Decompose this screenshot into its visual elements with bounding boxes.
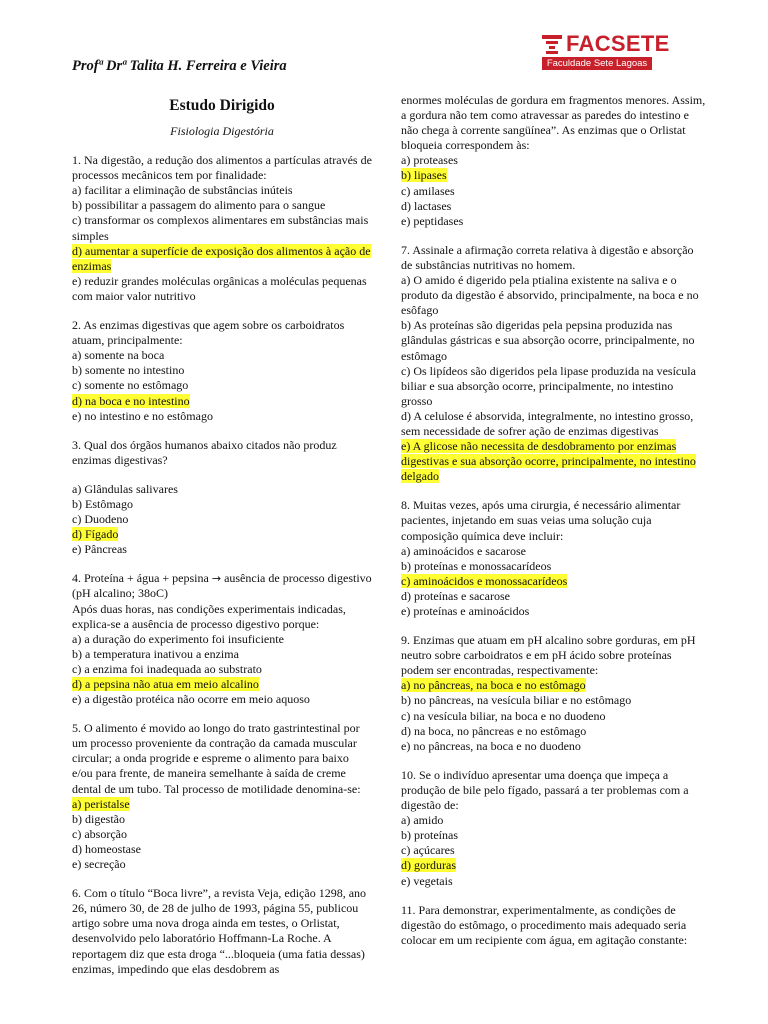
option-list bbox=[72, 348, 372, 423]
logo-subtitle: Faculdade Sete Lagoas bbox=[542, 57, 652, 70]
option-c bbox=[401, 574, 706, 589]
option-c: c) Os lipídeos são digeridos pela lipase produzida na vesícula biliar e sua absorção ocorre, principalmente, no intestino grosso bbox=[401, 363, 696, 408]
option-b bbox=[401, 168, 706, 183]
option-d: d) proteínas e sacarose bbox=[401, 588, 510, 603]
option-a: a) aminoácidos e sacarose bbox=[401, 543, 526, 558]
highlighted-answer: c) aminoácidos e monossacarídeos bbox=[401, 573, 568, 588]
question-2 bbox=[72, 318, 372, 424]
arrow-icon: → bbox=[211, 572, 222, 586]
question-stem: 7. Assinale a afirmação correta relativa à digestão e absorção de substâncias nutritivas no homem. bbox=[401, 242, 694, 272]
option-b: b) proteínas bbox=[401, 828, 458, 843]
question-11 bbox=[401, 903, 706, 948]
logo-name: FACSETE bbox=[566, 31, 670, 56]
option-a bbox=[401, 678, 706, 693]
option-c: c) absorção bbox=[72, 826, 127, 841]
option-c: c) amilases bbox=[401, 183, 455, 198]
option-d bbox=[72, 527, 372, 542]
option-a: a) a duração do experimento foi insuficiente bbox=[72, 631, 284, 646]
option-c: c) açúcares bbox=[401, 843, 455, 858]
option-c: c) somente no estômago bbox=[72, 378, 189, 393]
document-title: Estudo Dirigido bbox=[169, 97, 275, 114]
highlighted-answer: a) no pâncreas, na boca e no estômago bbox=[401, 678, 586, 693]
document-subtitle: Fisiologia Digestória bbox=[170, 124, 274, 138]
option-d bbox=[72, 677, 372, 692]
question-stem: 4. Proteína + água + pepsina → ausência de processo digestivo (pH alcalino; 38oC) bbox=[72, 571, 372, 601]
option-d bbox=[401, 858, 706, 873]
question-7 bbox=[401, 243, 706, 485]
question-stem: 6. Com o título “Boca livre”, a revista Veja, edição 1298, ano 26, número 30, de 28 de julho de 1993, página 55, publicou artigo sobre uma nova droga ainda em testes, o Orlistat, desenvolvido pelo laboratório Hoffmann-La Roche. A reportagem diz que esta droga “...bloqueia (uma fatia dessas) enzimas, impedindo que elas desdobrem as bbox=[72, 886, 367, 976]
question-stem: 1. Na digestão, a redução dos alimentos a partículas através de processos mecânicos tem por finalidade: bbox=[72, 153, 372, 183]
option-e: e) no intestino e no estômago bbox=[72, 408, 213, 423]
option-b: b) a temperatura inativou a enzima bbox=[72, 646, 239, 661]
left-column bbox=[72, 93, 372, 991]
option-a bbox=[72, 797, 372, 812]
option-list bbox=[72, 632, 372, 707]
question-stem: 8. Muitas vezes, após uma cirurgia, é necessário alimentar pacientes, injetando em suas veias uma solução cuja composição química deve incluir: bbox=[401, 498, 681, 543]
question-1 bbox=[72, 153, 372, 304]
option-a: a) Glândulas salivares bbox=[72, 481, 178, 496]
option-list bbox=[401, 678, 706, 753]
option-d: d) na boca, no pâncreas e no estômago bbox=[401, 723, 587, 738]
option-e: e) secreção bbox=[72, 857, 126, 872]
option-e: e) a digestão protéica não ocorre em meio aquoso bbox=[72, 692, 310, 707]
right-column bbox=[401, 93, 706, 962]
option-b: b) proteínas e monossacarídeos bbox=[401, 558, 552, 573]
option-b: b) digestão bbox=[72, 811, 125, 826]
question-5 bbox=[72, 721, 372, 872]
option-a: a) amido bbox=[401, 813, 444, 828]
highlighted-answer: d) gorduras bbox=[401, 858, 456, 873]
option-d: d) A celulose é absorvida, integralmente, no intestino grosso, sem necessidade de sofrer ação de enzimas digestivas bbox=[401, 408, 694, 438]
option-b: b) As proteínas são digeridas pela pepsina produzida nas glândulas gástricas e sua absorção ocorre, principalmente, no estômago bbox=[401, 318, 695, 363]
question-3 bbox=[72, 438, 372, 558]
highlighted-answer: d) aumentar a superfície de exposição dos alimentos à ação de enzimas bbox=[72, 243, 371, 273]
option-a: a) facilitar a eliminação de substâncias inúteis bbox=[72, 183, 293, 198]
option-e: e) no pâncreas, na boca e no duodeno bbox=[401, 738, 581, 753]
option-b: b) no pâncreas, na vesícula biliar e no estômago bbox=[401, 693, 632, 708]
highlighted-answer: d) Fígado bbox=[72, 527, 119, 542]
option-e: e) peptidases bbox=[401, 213, 464, 228]
question-stem: 9. Enzimas que atuam em pH alcalino sobre gorduras, em pH neutro sobre carboidratos e em pH ácido sobre proteínas podem ser encontradas, respectivamente: bbox=[401, 633, 696, 678]
question-10 bbox=[401, 768, 706, 889]
option-c: c) na vesícula biliar, na boca e no duodeno bbox=[401, 708, 606, 723]
question-stem: 3. Qual dos órgãos humanos abaixo citados não produz enzimas digestivas? bbox=[72, 437, 337, 467]
logo-mark-icon bbox=[542, 35, 562, 57]
option-c: c) Duodeno bbox=[72, 512, 129, 527]
option-e bbox=[401, 439, 706, 484]
highlighted-answer: d) na boca e no intestino bbox=[72, 393, 190, 408]
author-name: Profª Drª Talita H. Ferreira e Vieira bbox=[72, 58, 287, 74]
option-d bbox=[72, 244, 372, 274]
question-stem-continued: enormes moléculas de gordura em fragmentos menores. Assim, a gordura não tem como atravessar as paredes do intestino e não chega à corrente sangüínea”. As enzimas que o Orlistat bloqueia correspondem às: bbox=[401, 93, 706, 153]
option-c: c) transformar os complexos alimentares em substâncias mais simples bbox=[72, 213, 369, 243]
option-a: a) proteases bbox=[401, 153, 458, 168]
question-4 bbox=[72, 571, 372, 707]
option-list bbox=[72, 183, 372, 304]
question-stem: 11. Para demonstrar, experimentalmente, as condições de digestão do estômago, o procedimento mais adequado seria colocar em um recipiente com água, em agitação constante: bbox=[401, 902, 688, 947]
option-list bbox=[72, 797, 372, 872]
facsete-logo bbox=[540, 31, 670, 73]
question-stem: 10. Se o indivíduo apresentar uma doença que impeça a produção de bile pelo fígado, passará a ter problemas com a digestão de: bbox=[401, 767, 689, 813]
highlighted-answer: a) peristalse bbox=[72, 796, 130, 811]
option-b: b) somente no intestino bbox=[72, 363, 185, 378]
question-8 bbox=[401, 498, 706, 619]
option-list bbox=[401, 813, 706, 888]
option-a: a) somente na boca bbox=[72, 348, 165, 363]
question-stem-continued: Após duas horas, nas condições experimentais indicadas, explica-se a ausência de processo digestivo porque: bbox=[72, 601, 346, 631]
option-e: e) proteínas e aminoácidos bbox=[401, 604, 530, 618]
option-e: e) Pâncreas bbox=[72, 542, 127, 557]
option-a: a) O amido é digerido pela ptialina existente na saliva e o produto da digestão é absorvido, principalmente, na boca e no esôfago bbox=[401, 273, 699, 318]
option-d bbox=[72, 394, 372, 409]
option-list bbox=[401, 544, 706, 619]
highlighted-answer: e) A glicose não necessita de desdobramento por enzimas digestivas e sua absorção ocorre, principalmente, no intestino delgado bbox=[401, 439, 696, 484]
option-list bbox=[401, 153, 706, 228]
option-list bbox=[401, 273, 706, 484]
question-stem: 2. As enzimas digestivas que agem sobre os carboidratos atuam, principalmente: bbox=[72, 318, 345, 348]
option-d: d) lactases bbox=[401, 198, 452, 213]
option-c: c) a enzima foi inadequada ao substrato bbox=[72, 661, 262, 676]
highlighted-answer: b) lipases bbox=[401, 168, 447, 183]
option-e: e) vegetais bbox=[401, 873, 453, 888]
option-d: d) homeostase bbox=[72, 841, 141, 856]
question-9 bbox=[401, 633, 706, 754]
option-b: b) possibilitar a passagem do alimento para o sangue bbox=[72, 198, 326, 213]
question-stem: 5. O alimento é movido ao longo do trato gastrintestinal por um processo proveniente da contração da camada muscular circular; a onda progride e espreme o alimento para baixo e/ou para frente, de maneira semelhante à saída de creme dental de um tubo. Tal processo de motilidade denomina-se: bbox=[72, 721, 361, 796]
question-6-continued bbox=[401, 93, 706, 229]
highlighted-answer: d) a pepsina não atua em meio alcalino bbox=[72, 677, 259, 691]
option-b: b) Estômago bbox=[72, 496, 133, 511]
option-e: e) reduzir grandes moléculas orgânicas a moléculas pequenas com maior valor nutritivo bbox=[72, 273, 367, 303]
question-6 bbox=[72, 886, 372, 977]
option-list bbox=[72, 482, 372, 557]
